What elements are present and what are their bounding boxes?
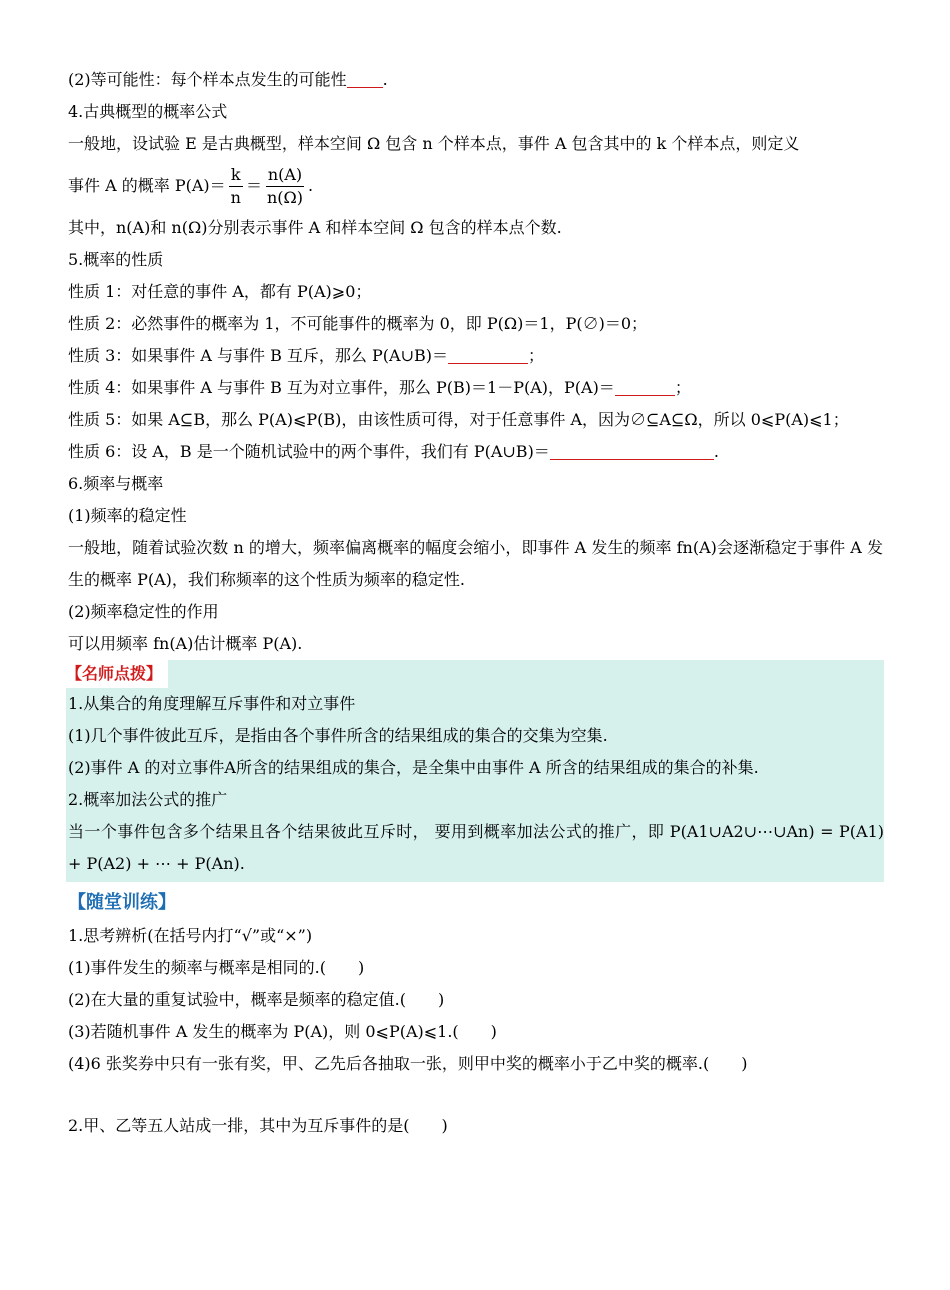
question-1-item-2: (2)在大量的重复试验中，概率是频率的稳定值.( ) [68, 990, 445, 1009]
formula-prefix: 事件 A 的概率 P(A)＝ [68, 176, 226, 195]
section-4-title: 4.古典概型的概率公式 [68, 102, 228, 121]
property-3-end: ； [527, 346, 544, 365]
tip-item-1a: (1)几个事件彼此互斥，是指由各个事件所含的结果组成的集合的交集为空集. [68, 726, 608, 745]
question-1-item-3: (3)若随机事件 A 发生的概率为 P(A)，则 0⩽P(A)⩽1.( ) [68, 1022, 497, 1041]
equal-possibility-text: (2)等可能性：每个样本点发生的可能性 [68, 70, 347, 89]
question-1-item-1: (1)事件发生的频率与概率是相同的.( ) [68, 958, 365, 977]
section-6-paragraph-2: 可以用频率 fn(A)估计概率 P(A). [68, 634, 303, 653]
question-1: 1.思考辨析(在括号内打“√”或“×”) [68, 926, 313, 945]
teacher-tip-box [66, 660, 884, 882]
property-3 [68, 340, 883, 372]
property-6 [68, 436, 883, 468]
fraction-denominator: n [230, 188, 241, 207]
fraction-nA-over-nOmega [265, 164, 305, 209]
answer-blank[interactable] [347, 67, 383, 88]
question-1-item-4: (4)6 张奖券中只有一张有奖，甲、乙先后各抽取一张，则甲中奖的概率小于乙中奖的概率.( ) [68, 1054, 748, 1073]
property-6-text: 性质 6：设 A，B 是一个随机试验中的两个事件，我们有 P(A∪B)＝ [68, 442, 550, 461]
section-4-note: 其中，n(A)和 n(Ω)分别表示事件 A 和样本空间 Ω 包含的样本点个数. [68, 218, 562, 237]
fraction-numerator: k [229, 164, 243, 187]
equal-possibility-line [68, 64, 883, 96]
fraction-k-over-n [229, 164, 243, 209]
answer-blank[interactable] [615, 375, 675, 396]
property-6-end: . [713, 442, 719, 461]
equal-possibility-end: . [382, 70, 388, 89]
property-4 [68, 372, 883, 404]
document-page [68, 64, 883, 1142]
answer-blank[interactable] [550, 439, 714, 460]
tip-item-2a: 当一个事件包含多个结果且各个结果彼此互斥时， 要用到概率加法公式的推广，即 P(A1∪A2∪⋯∪An) = P(A1) + P(A2) + ⋯ + P(An). [68, 822, 884, 873]
tip-item-1b: (2)事件 A 的对立事件A所含的结果组成的集合，是全集中由事件 A 所含的结果组成的集合的补集. [68, 758, 759, 777]
spacer [68, 1080, 883, 1110]
fraction-numerator: n(A) [266, 164, 304, 187]
fraction-denominator: n(Ω) [266, 188, 304, 207]
section-5-title: 5.概率的性质 [68, 250, 164, 269]
property-5: 性质 5：如果 A⊆B，那么 P(A)⩽P(B)，由该性质可得，对于任意事件 A，因为∅⊆A⊆Ω，所以 0⩽P(A)⩽1； [68, 410, 849, 429]
section-6-subtitle-2: (2)频率稳定性的作用 [68, 602, 219, 621]
equals-sign: ＝ [245, 176, 262, 195]
property-1: 性质 1：对任意的事件 A，都有 P(A)⩾0； [68, 282, 372, 301]
section-4-paragraph: 一般地，设试验 E 是古典概型，样本空间 Ω 包含 n 个样本点，事件 A 包含其中的 k 个样本点，则定义 [68, 134, 800, 153]
answer-blank[interactable] [448, 343, 528, 364]
probability-formula-line [68, 160, 883, 212]
formula-period: . [308, 176, 314, 195]
section-6-title: 6.频率与概率 [68, 474, 164, 493]
practice-title: 【随堂训练】 [68, 892, 176, 913]
tip-title: 【名师点拨】 [66, 660, 168, 688]
tip-item-1: 1.从集合的角度理解互斥事件和对立事件 [68, 694, 356, 713]
question-2: 2.甲、乙等五人站成一排，其中为互斥事件的是( ) [68, 1116, 448, 1135]
section-6-paragraph-1: 一般地，随着试验次数 n 的增大，频率偏离概率的幅度会缩小，即事件 A 发生的频率 fn(A)会逐渐稳定于事件 A 发生的概率 P(A)，我们称频率的这个性质为频率的稳定性. [68, 538, 883, 589]
property-3-text: 性质 3：如果事件 A 与事件 B 互斥，那么 P(A∪B)＝ [68, 346, 448, 365]
property-2: 性质 2：必然事件的概率为 1，不可能事件的概率为 0，即 P(Ω)＝1，P(∅)＝0； [68, 314, 648, 333]
property-4-text: 性质 4：如果事件 A 与事件 B 互为对立事件，那么 P(B)＝1－P(A)，P(A)＝ [68, 378, 615, 397]
section-6-subtitle-1: (1)频率的稳定性 [68, 506, 187, 525]
tip-item-2: 2.概率加法公式的推广 [68, 790, 228, 809]
property-4-end: ； [674, 378, 691, 397]
